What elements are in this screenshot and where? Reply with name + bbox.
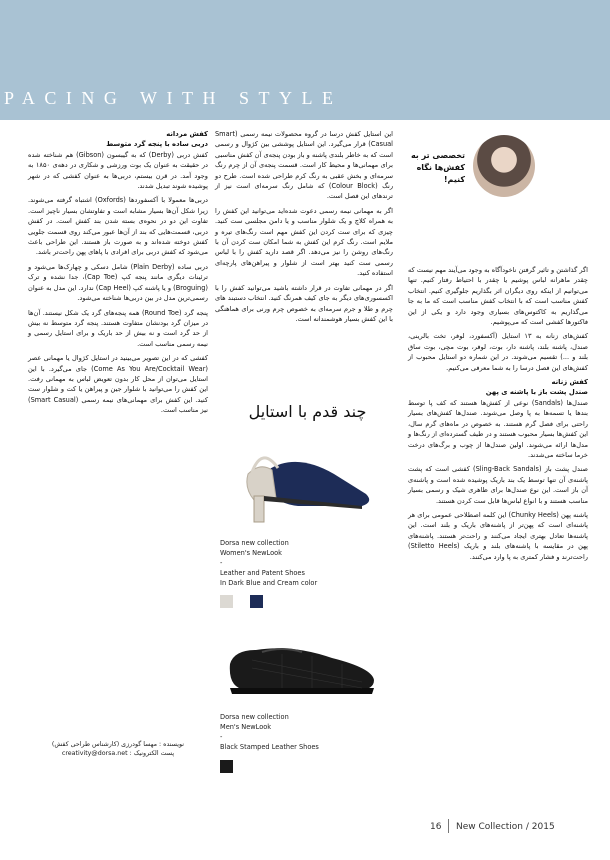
subheading: کفش زنانه <box>551 378 588 387</box>
page-number: 16 <box>430 822 442 832</box>
product-caption: Black Stamped Leather Shoes <box>220 743 319 751</box>
footer-section-label: New Collection / 2015 <box>456 822 555 832</box>
paragraph: کفشی که در این تصویر می‌بینید در استایل کژوال یا مهمانی عصر (Come As You Are/Cocktail Wear) جای می‌گیرد. با این استایل می‌توان از محل کار بدون تعویض لباس به مهمانی رفت. این کفش را می‌توانید با شلوار جین و پیراهن یا کت و شلوار ست کنید. این کفش برای مهمانی‌های نیمه رسمی (Smart Casual) نیز مناسب است. <box>28 354 208 415</box>
article-column-middle <box>215 129 393 328</box>
product-caption: - <box>220 733 223 741</box>
paragraph: دربی ساده (Plain Derby) شامل دسکی و چهارک‌ها می‌شود و ترئینات دیگری مانند پنجه کپ (Cap Toe)، جدا نشده و ترک (Broguing) و یا پاشنه کپ (Cap Heel) ندارد. این مدل به عنوان رسمی‌ترین مدل در بین دربی‌ها شناخته می‌شود. <box>28 262 208 303</box>
paragraph: دربی‌ها معمولا با آکسفورد‌ها (Oxfords) اشتباه گرفته می‌شوند. زیرا شکل آن‌ها بسیار مشابه است و تفاوتشان بسیار ناچیز است. تفاوت این دو در نحوه‌ی بسته شدن بند کفش است. در کفش دربی، قسمت‌هایی که بند از آن‌ها عبور می‌کند روی قسمت جلویی کفش دوخته شده‌اند و به صورت باز هستند. این طراحی باعث می‌شود که کفش دربی برای افرادی با پاهای پهن راحت‌تر باشد. <box>28 196 208 257</box>
article-column-left <box>28 129 208 420</box>
color-swatch-black <box>220 760 233 773</box>
subheading: کفش مردانه <box>166 130 208 138</box>
paragraph: اگر به مهمانی نیمه رسمی دعوت شده‌اید می‌توانید این کفش را به همراه کلاچ و یک شلوار مناسب و یا دامن مجلسی ست کنید. چیزی که برای ست کردن این کفش مهم است رنگ‌های تیره و ملایم است. رنگ کرم این کفش به شما امکان ست کردن آن با رنگ‌های روشن را نیز می‌دهد. اگر قصد دارید کفش را با لباس رسمی ست کنید بهتر است از شلوار و پیراهن‌های پارچه‌ای استفاده کنید. <box>215 206 393 278</box>
product-caption: Men's NewLook <box>220 723 272 731</box>
product-caption: Dorsa new collection <box>220 713 289 721</box>
subheading: صندل پشت باز با پاشنه ی پهن <box>485 388 588 397</box>
paragraph: کفش‌های زنانه به ۱۳ استایل (آکسفورد، لوفر، تخت بالرینی، صندل، پاشنه بلند، پاشنه دار، بوت، لوفر، بوت مچی، بوت ساق بلند و ...) تقسیم می‌شوند. در این شماره دو استایل محبوب از کفش‌های این فصل درسا را به شما معرفی می‌کنیم. <box>408 332 588 372</box>
color-swatch-dark-blue <box>250 595 263 608</box>
womens-sling-back-shoe-image <box>238 430 378 528</box>
product-caption: Women's NewLook <box>220 549 282 557</box>
footer-divider <box>448 819 449 833</box>
product-caption: In Dark Blue and Cream color <box>220 579 318 587</box>
paragraph: اگر در مهمانی تفاوت در قرار داشته باشید می‌توانید کفش را با اکسسوری‌های دیگر به جای کیف همرنگ کنید. انتخاب دستبند های چرم و طلا و جرم سرمه‌ای به خصوص چرم ورنی برای هماهنگی با این کفش بسیار هوشمندانه است. <box>215 283 393 323</box>
author-byline <box>28 740 208 758</box>
byline-email: پست الکترونیک : creativity@dorsa.net <box>61 750 175 757</box>
author-teaser: تخصصی تر به کفش‌ها نگاه کنیم! <box>410 151 465 184</box>
product-caption: Leather and Patent Shoes <box>220 569 305 577</box>
paragraph: این استایل کفش درسا در گروه محصولات نیمه رسمی (Smart Casual) قرار می‌گیرد. این استایل پوششی بین کژوال و رسمی است که به خاطر بلندی پاشنه و باز بودن پنجه‌ی آن کفش مناسبی برای مهمانی‌ها و محیط کار است. قسمت پنجه‌ی آن از چرم رنگ سرمه‌ای و بخش عقبی به رنگ کرم طراحی شده است. طرح دو رنگ (Colour Block) که شامل رنگ سرمه‌ای است نیز از ترندهای این فصل است. <box>215 130 394 201</box>
paragraph: کفش دربی (Derby) که به گیبسون (Gibson) هم شناخته شده در حقیقت به عنوان یک بوت ورزشی و شکاری در دهه‌ی ۱۸۵۰ به وجود آمد. در قرن بیستم، دربی‌ها به عنوان کفشی که در شهر پوشیده شوند تبدیل شدند. <box>28 150 208 191</box>
product-caption: Dorsa new collection <box>220 539 289 547</box>
paragraph: صندل‌ها (Sandals) نوعی از کفش‌ها هستند که کف پا توسط بندها یا تسمه‌ها به پا وصل می‌شوند. صندل‌ها کفش‌های بسیار راحتی برای فصل گرم هستند. به خصوص در ماه‌های گرم سال، این کفش‌ها بسیار محبوب هستند و در طیف گسترده‌ای از رنگ‌ها و مدل‌ها ارائه می‌شوند. اولین صندل‌ها از چوب و برگ‌های درخت خرما ساخته می‌شدند. <box>408 398 588 459</box>
subheading: دربی ساده با پنجه گرد متوسط <box>106 140 208 149</box>
byline-author: نویسنده : مهسا گودرزی (کارشناس طراحی کفش) <box>51 741 185 748</box>
paragraph: پاشنه پهن (Chunky Heels) این کلمه اصطلاحی عمومی برای هر پاشنه‌ای است که پهن‌تر از پاشنه‌های باریک و بلند است. این پاشنه‌ها تعادل بهتری ایجاد می‌کنند و راحت‌تر هستند. پاشنه‌های پهن در مقایسه با پاشنه‌های بلند و باریک (Stiletto Heels) راحت‌ترند و فشار کمتری به پا وارد می‌کنند. <box>408 510 589 561</box>
header-title: PACING WITH STYLE <box>4 88 343 108</box>
mens-derby-shoe-image <box>222 630 382 700</box>
header-banner <box>0 0 610 120</box>
section-title: چند قدم با استایل <box>248 402 367 421</box>
author-portrait <box>473 135 535 197</box>
article-column-right <box>408 265 588 566</box>
paragraph: پنجه گرد (Round Toe) همه پنجه‌های گرد یک شکل نیستند. آن‌ها در میزان گرد بودنشان متفاوت هستند. پنجه گرد متوسط نه بیش از حد گرد است و نه بیش از حد باریک و برای استایل رسمی و نیمه رسمی مناسب است. <box>28 308 208 348</box>
color-swatch-cream <box>220 595 233 608</box>
product-caption: - <box>220 559 223 567</box>
paragraph: صندل پشت باز (Sling-Back Sandals) کفشی است که پشت پاشنه‌ی آن تنها توسط یک بند باریک پوشیده شده است و پاشنه‌ی آن باز است. این نوع صندل‌ها برای ظاهری شیک و رسمی بسیار مناسب هستند و با انواع لباس‌ها قابل ست کردن هستند. <box>408 465 588 505</box>
paragraph: اگر گذاشتن و تاثیر گرفتن ناخودآگاه به وجود می‌آیند مهم نیست که چقدر ماهرانه لباس پوشیم یا چقدر با احتیاط رفتار کنیم. تنها می‌توانیم از اینکه روی دیگران اثر بگذاریم جلوگیری کنیم. انتخاب کفش مناسب است که با انتخاب کفش مناسب است که ما به جا می‌گذاریم به کاکتوس‌های بسیاری وجود دارد و یکی از این فاکتورها کفشی است که می‌پوشیم. <box>408 266 588 327</box>
